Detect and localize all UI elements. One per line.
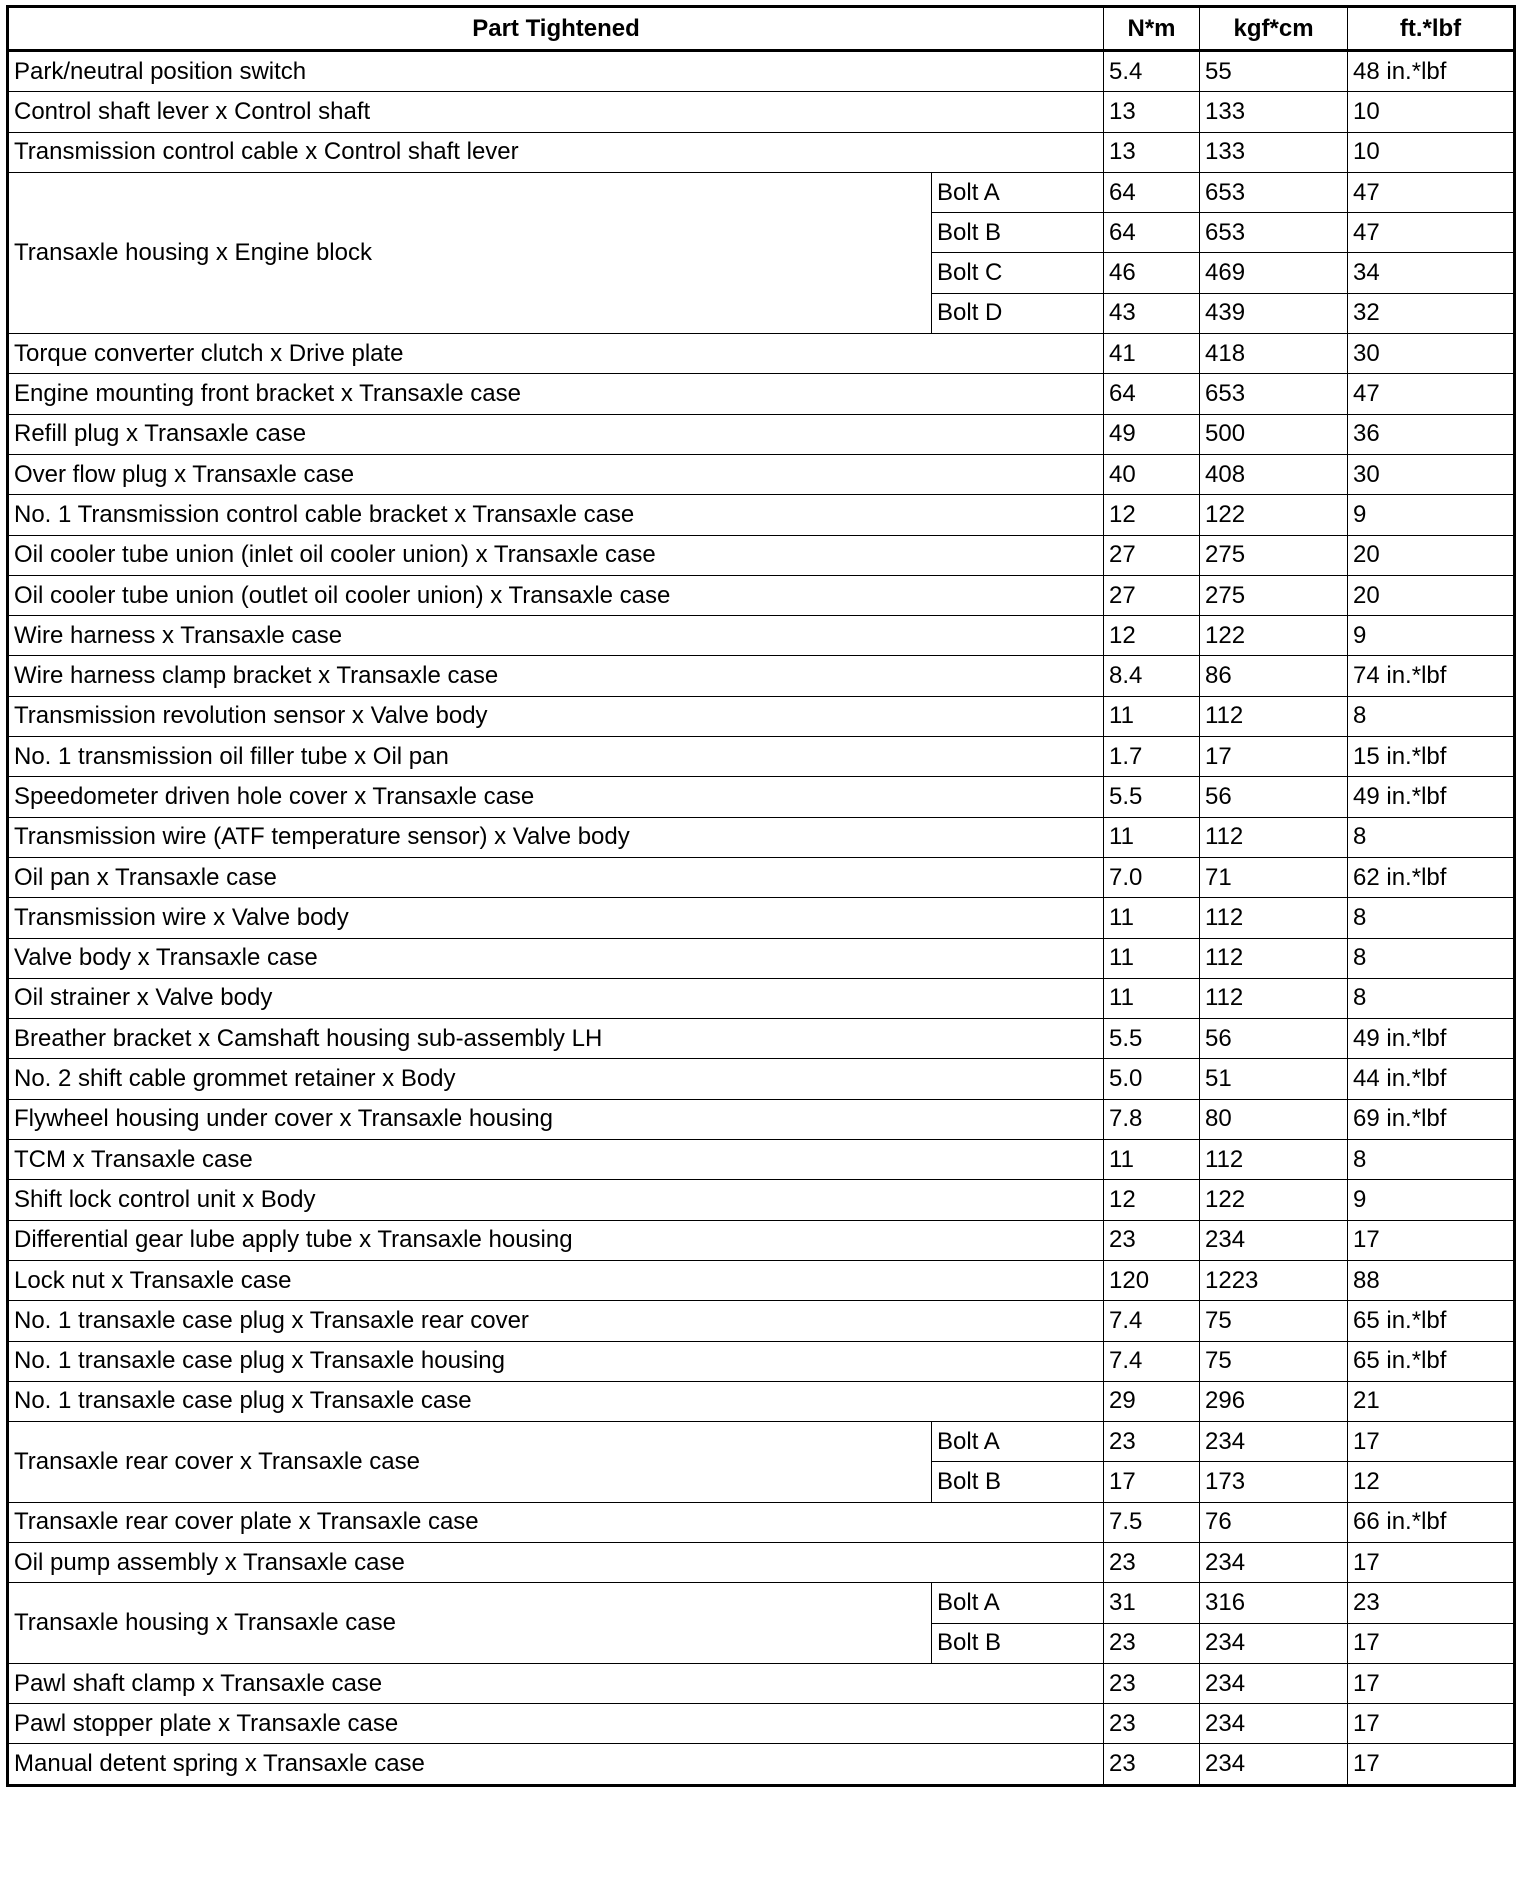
part-name: Oil cooler tube union (outlet oil cooler union) x Transaxle case [8,575,1104,615]
torque-ft-lbf: 74 in.*lbf [1348,656,1515,696]
part-name: Refill plug x Transaxle case [8,414,1104,454]
torque-ft-lbf: 17 [1348,1704,1515,1744]
torque-ft-lbf: 62 in.*lbf [1348,857,1515,897]
torque-ft-lbf: 88 [1348,1260,1515,1300]
torque-kgf-cm: 316 [1200,1583,1348,1623]
part-name: Oil pump assembly x Transaxle case [8,1542,1104,1582]
torque-kgf-cm: 234 [1200,1422,1348,1462]
torque-ft-lbf: 20 [1348,575,1515,615]
torque-ft-lbf: 12 [1348,1462,1515,1502]
part-name: Oil cooler tube union (inlet oil cooler union) x Transaxle case [8,535,1104,575]
table-row [8,857,1515,897]
torque-kgf-cm: 173 [1200,1462,1348,1502]
torque-nm: 23 [1104,1623,1200,1663]
torque-kgf-cm: 275 [1200,535,1348,575]
part-name: No. 2 shift cable grommet retainer x Body [8,1059,1104,1099]
torque-kgf-cm: 112 [1200,938,1348,978]
torque-nm: 12 [1104,616,1200,656]
header-nm: N*m [1104,7,1200,51]
torque-nm: 64 [1104,374,1200,414]
header-ft-lbf: ft.*lbf [1348,7,1515,51]
torque-kgf-cm: 56 [1200,777,1348,817]
torque-ft-lbf: 8 [1348,978,1515,1018]
part-name: Valve body x Transaxle case [8,938,1104,978]
torque-kgf-cm: 469 [1200,253,1348,293]
torque-nm: 43 [1104,293,1200,333]
part-name: Park/neutral position switch [8,51,1104,92]
table-row [8,616,1515,656]
torque-nm: 7.0 [1104,857,1200,897]
torque-kgf-cm: 112 [1200,696,1348,736]
torque-nm: 29 [1104,1381,1200,1421]
bolt-label: Bolt B [932,213,1104,253]
torque-nm: 7.4 [1104,1341,1200,1381]
torque-ft-lbf: 10 [1348,132,1515,172]
torque-nm: 11 [1104,817,1200,857]
torque-kgf-cm: 55 [1200,51,1348,92]
torque-kgf-cm: 234 [1200,1623,1348,1663]
torque-nm: 120 [1104,1260,1200,1300]
table-row [8,1099,1515,1139]
torque-ft-lbf: 32 [1348,293,1515,333]
torque-nm: 11 [1104,1140,1200,1180]
part-name: Oil pan x Transaxle case [8,857,1104,897]
torque-kgf-cm: 1223 [1200,1260,1348,1300]
torque-nm: 23 [1104,1542,1200,1582]
torque-kgf-cm: 418 [1200,334,1348,374]
torque-nm: 23 [1104,1422,1200,1462]
torque-nm: 5.5 [1104,777,1200,817]
table-row [8,535,1515,575]
torque-kgf-cm: 51 [1200,1059,1348,1099]
torque-ft-lbf: 66 in.*lbf [1348,1502,1515,1542]
torque-nm: 5.0 [1104,1059,1200,1099]
part-name: Over flow plug x Transaxle case [8,454,1104,494]
part-name: Wire harness x Transaxle case [8,616,1104,656]
torque-ft-lbf: 49 in.*lbf [1348,1019,1515,1059]
torque-nm: 5.4 [1104,51,1200,92]
torque-ft-lbf: 34 [1348,253,1515,293]
torque-nm: 64 [1104,172,1200,212]
torque-nm: 11 [1104,938,1200,978]
torque-nm: 27 [1104,575,1200,615]
part-name: Engine mounting front bracket x Transaxle case [8,374,1104,414]
torque-ft-lbf: 8 [1348,817,1515,857]
torque-kgf-cm: 408 [1200,454,1348,494]
torque-nm: 27 [1104,535,1200,575]
torque-kgf-cm: 234 [1200,1542,1348,1582]
torque-nm: 7.4 [1104,1301,1200,1341]
table-row [8,898,1515,938]
torque-ft-lbf: 17 [1348,1422,1515,1462]
part-name: Pawl shaft clamp x Transaxle case [8,1663,1104,1703]
part-name: Control shaft lever x Control shaft [8,92,1104,132]
torque-ft-lbf: 9 [1348,1180,1515,1220]
part-name: Transmission control cable x Control shaft lever [8,132,1104,172]
bolt-label: Bolt B [932,1623,1104,1663]
torque-ft-lbf: 8 [1348,696,1515,736]
part-name: No. 1 transaxle case plug x Transaxle case [8,1381,1104,1421]
table-row [8,777,1515,817]
torque-kgf-cm: 112 [1200,898,1348,938]
bolt-label: Bolt C [932,253,1104,293]
torque-nm: 64 [1104,213,1200,253]
table-row [8,1140,1515,1180]
torque-nm: 41 [1104,334,1200,374]
table-row [8,495,1515,535]
torque-ft-lbf: 8 [1348,938,1515,978]
table-row [8,1744,1515,1785]
bolt-label: Bolt A [932,1422,1104,1462]
torque-kgf-cm: 439 [1200,293,1348,333]
table-header-row [8,7,1515,51]
part-name: No. 1 transaxle case plug x Transaxle rear cover [8,1301,1104,1341]
torque-kgf-cm: 112 [1200,817,1348,857]
table-row [8,1704,1515,1744]
torque-kgf-cm: 653 [1200,172,1348,212]
table-row [8,1341,1515,1381]
part-name: Transaxle rear cover x Transaxle case [8,1422,932,1503]
torque-ft-lbf: 65 in.*lbf [1348,1301,1515,1341]
torque-nm: 7.5 [1104,1502,1200,1542]
torque-kgf-cm: 500 [1200,414,1348,454]
torque-nm: 12 [1104,1180,1200,1220]
torque-kgf-cm: 86 [1200,656,1348,696]
torque-nm: 49 [1104,414,1200,454]
part-name: Breather bracket x Camshaft housing sub-assembly LH [8,1019,1104,1059]
torque-kgf-cm: 122 [1200,495,1348,535]
torque-nm: 11 [1104,696,1200,736]
torque-kgf-cm: 234 [1200,1220,1348,1260]
table-row [8,1542,1515,1582]
part-name: No. 1 transaxle case plug x Transaxle housing [8,1341,1104,1381]
torque-ft-lbf: 17 [1348,1220,1515,1260]
torque-kgf-cm: 75 [1200,1301,1348,1341]
torque-nm: 23 [1104,1704,1200,1744]
part-name: TCM x Transaxle case [8,1140,1104,1180]
torque-nm: 17 [1104,1462,1200,1502]
table-row [8,1220,1515,1260]
torque-ft-lbf: 17 [1348,1744,1515,1785]
table-row [8,1180,1515,1220]
part-name: Pawl stopper plate x Transaxle case [8,1704,1104,1744]
torque-ft-lbf: 47 [1348,172,1515,212]
table-row [8,132,1515,172]
torque-kgf-cm: 122 [1200,616,1348,656]
torque-ft-lbf: 17 [1348,1663,1515,1703]
table-row [8,575,1515,615]
torque-ft-lbf: 69 in.*lbf [1348,1099,1515,1139]
torque-kgf-cm: 122 [1200,1180,1348,1220]
table-row [8,1301,1515,1341]
torque-kgf-cm: 56 [1200,1019,1348,1059]
torque-ft-lbf: 8 [1348,1140,1515,1180]
torque-nm: 23 [1104,1744,1200,1785]
torque-nm: 1.7 [1104,737,1200,777]
bolt-label: Bolt B [932,1462,1104,1502]
part-name: Differential gear lube apply tube x Transaxle housing [8,1220,1104,1260]
torque-kgf-cm: 76 [1200,1502,1348,1542]
torque-nm: 40 [1104,454,1200,494]
torque-kgf-cm: 80 [1200,1099,1348,1139]
torque-ft-lbf: 17 [1348,1623,1515,1663]
torque-nm: 11 [1104,978,1200,1018]
torque-nm: 13 [1104,132,1200,172]
torque-ft-lbf: 47 [1348,374,1515,414]
part-name: Lock nut x Transaxle case [8,1260,1104,1300]
torque-kgf-cm: 653 [1200,374,1348,414]
torque-kgf-cm: 133 [1200,92,1348,132]
torque-ft-lbf: 49 in.*lbf [1348,777,1515,817]
part-name: Transmission revolution sensor x Valve body [8,696,1104,736]
torque-nm: 11 [1104,898,1200,938]
part-name: Wire harness clamp bracket x Transaxle case [8,656,1104,696]
torque-ft-lbf: 10 [1348,92,1515,132]
torque-nm: 12 [1104,495,1200,535]
table-row [8,92,1515,132]
table-row [8,1583,1515,1623]
table-row [8,696,1515,736]
torque-ft-lbf: 44 in.*lbf [1348,1059,1515,1099]
table-row [8,1059,1515,1099]
table-row [8,1019,1515,1059]
table-row [8,1422,1515,1462]
part-name: Torque converter clutch x Drive plate [8,334,1104,374]
torque-ft-lbf: 8 [1348,898,1515,938]
torque-kgf-cm: 275 [1200,575,1348,615]
torque-kgf-cm: 75 [1200,1341,1348,1381]
part-name: Oil strainer x Valve body [8,978,1104,1018]
torque-nm: 23 [1104,1663,1200,1703]
torque-ft-lbf: 9 [1348,495,1515,535]
table-row [8,414,1515,454]
table-row [8,1663,1515,1703]
table-row [8,817,1515,857]
torque-kgf-cm: 112 [1200,978,1348,1018]
header-kgf-cm: kgf*cm [1200,7,1348,51]
torque-ft-lbf: 20 [1348,535,1515,575]
table-row [8,1381,1515,1421]
torque-kgf-cm: 234 [1200,1744,1348,1785]
table-row [8,1502,1515,1542]
torque-nm: 23 [1104,1220,1200,1260]
table-row [8,172,1515,212]
table-row [8,978,1515,1018]
table-row [8,454,1515,494]
part-name: Transaxle rear cover plate x Transaxle case [8,1502,1104,1542]
part-name: Manual detent spring x Transaxle case [8,1744,1104,1785]
part-name: Transmission wire (ATF temperature sensor) x Valve body [8,817,1104,857]
torque-kgf-cm: 653 [1200,213,1348,253]
torque-ft-lbf: 15 in.*lbf [1348,737,1515,777]
torque-nm: 31 [1104,1583,1200,1623]
torque-kgf-cm: 17 [1200,737,1348,777]
table-row [8,334,1515,374]
part-name: Transmission wire x Valve body [8,898,1104,938]
torque-nm: 8.4 [1104,656,1200,696]
torque-ft-lbf: 36 [1348,414,1515,454]
part-name: Transaxle housing x Engine block [8,172,932,333]
part-name: No. 1 transmission oil filler tube x Oil pan [8,737,1104,777]
bolt-label: Bolt D [932,293,1104,333]
torque-ft-lbf: 9 [1348,616,1515,656]
bolt-label: Bolt A [932,172,1104,212]
part-name: Shift lock control unit x Body [8,1180,1104,1220]
torque-ft-lbf: 17 [1348,1542,1515,1582]
torque-kgf-cm: 296 [1200,1381,1348,1421]
table-row [8,656,1515,696]
table-row [8,737,1515,777]
torque-ft-lbf: 48 in.*lbf [1348,51,1515,92]
torque-ft-lbf: 47 [1348,213,1515,253]
torque-nm: 46 [1104,253,1200,293]
torque-nm: 13 [1104,92,1200,132]
torque-kgf-cm: 234 [1200,1663,1348,1703]
part-name: Flywheel housing under cover x Transaxle housing [8,1099,1104,1139]
torque-nm: 5.5 [1104,1019,1200,1059]
torque-spec-table [6,5,1516,1787]
part-name: No. 1 Transmission control cable bracket x Transaxle case [8,495,1104,535]
bolt-label: Bolt A [932,1583,1104,1623]
part-name: Transaxle housing x Transaxle case [8,1583,932,1664]
table-row [8,1260,1515,1300]
torque-ft-lbf: 21 [1348,1381,1515,1421]
torque-nm: 7.8 [1104,1099,1200,1139]
header-part-tightened: Part Tightened [8,7,1104,51]
torque-kgf-cm: 234 [1200,1704,1348,1744]
torque-ft-lbf: 30 [1348,334,1515,374]
table-body [8,51,1515,1786]
part-name: Speedometer driven hole cover x Transaxle case [8,777,1104,817]
torque-kgf-cm: 133 [1200,132,1348,172]
torque-kgf-cm: 71 [1200,857,1348,897]
table-row [8,374,1515,414]
torque-ft-lbf: 65 in.*lbf [1348,1341,1515,1381]
table-row [8,938,1515,978]
torque-kgf-cm: 112 [1200,1140,1348,1180]
torque-ft-lbf: 30 [1348,454,1515,494]
table-row [8,51,1515,92]
torque-ft-lbf: 23 [1348,1583,1515,1623]
